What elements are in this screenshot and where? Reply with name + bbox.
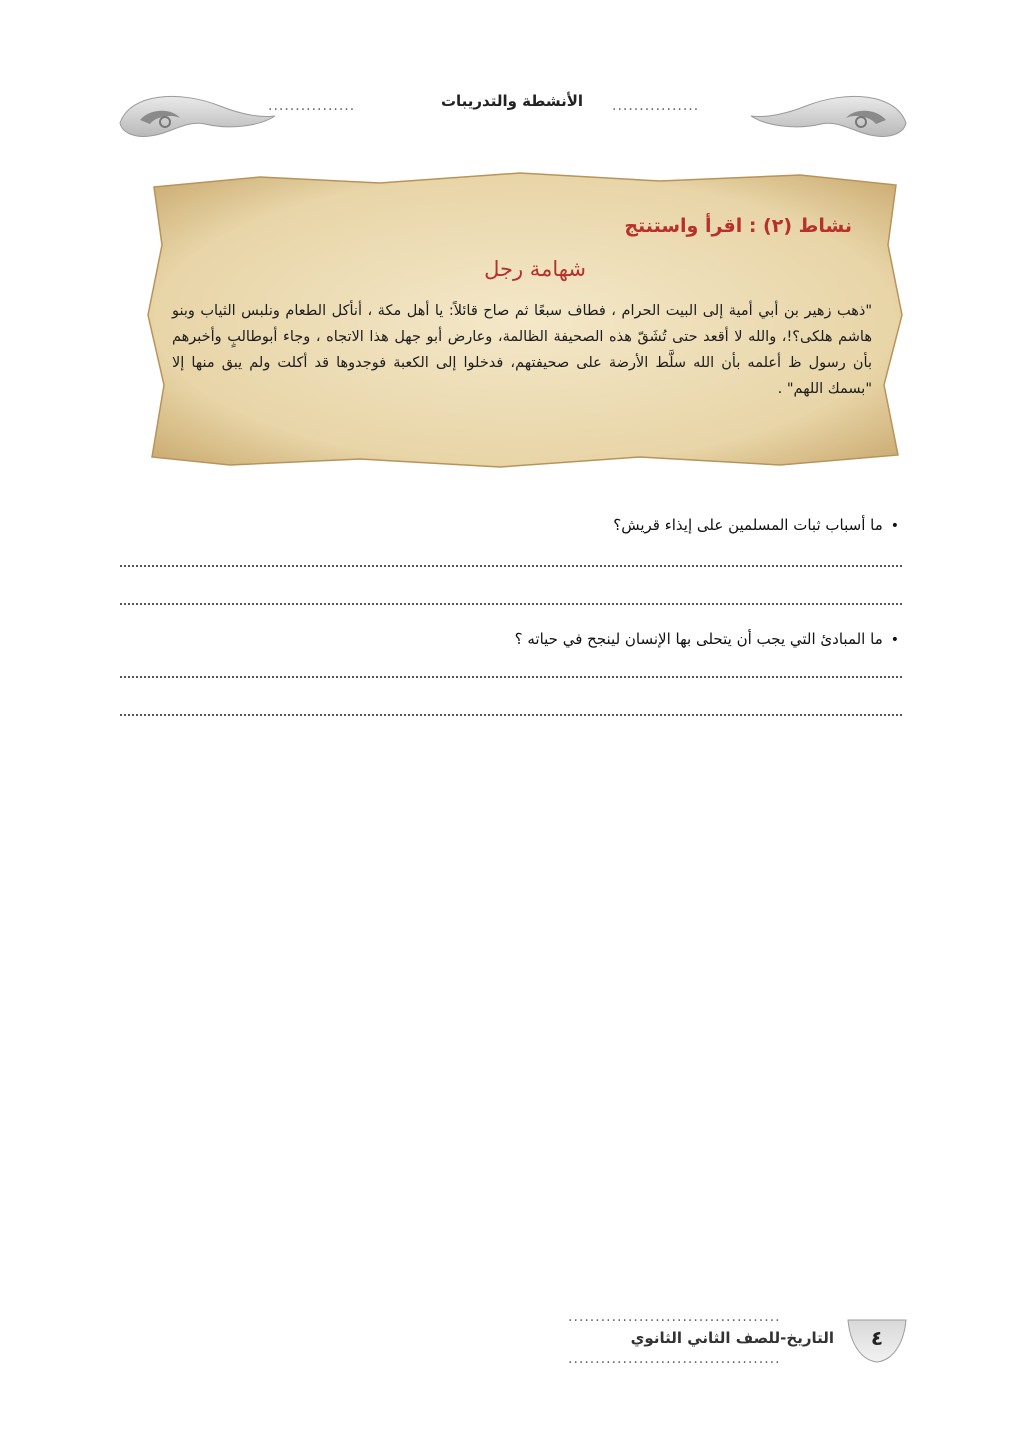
footer-dots-top: ....................................... bbox=[568, 1309, 781, 1325]
story-title: شهامة رجل bbox=[484, 257, 586, 281]
question-1-text: ما أسباب ثبات المسلمين على إيذاء قريش؟ bbox=[613, 516, 883, 534]
bullet-icon: • bbox=[890, 632, 899, 648]
answer-line-4[interactable] bbox=[120, 714, 902, 716]
header-dots-right: ................ bbox=[612, 98, 700, 114]
answer-line-2[interactable] bbox=[120, 603, 902, 605]
answer-line-3[interactable] bbox=[120, 676, 902, 678]
story-text: "ذهب زهير بن أبي أمية إلى البيت الحرام ، فطاف سبعًا ثم صاح قائلاً: يا أهل مكة ، أنأكل الطعام ونلبس الثياب وبنو هاشم هلكى؟!، والله لا أقعد حتى تُشَقّ هذه الصحيفة الظالمة، وعارض أبو جهل هذا الاتجاه ، وجاء أبوطالبٍ وأخبرهم بأن رسول ظ أعلمه بأن الله سلَّط الأرضة على صحيفتهم، فدخلوا إلى الكعبة فوجدوها قد أكلت ولم يبق منها إلا "بسمك اللهم" . bbox=[172, 303, 872, 397]
swirl-ornament-left-icon bbox=[120, 96, 275, 136]
bullet-icon: • bbox=[890, 518, 899, 534]
header-dots-left: ................ bbox=[268, 98, 356, 114]
question-2 bbox=[515, 630, 899, 648]
footer-dots-bottom: ....................................... bbox=[568, 1351, 781, 1367]
question-2-text: ما المبادئ التي يجب أن يتحلى بها الإنسان لينجح في حياته ؟ bbox=[514, 630, 883, 648]
swirl-ornament-right-icon bbox=[751, 96, 906, 136]
question-1 bbox=[613, 516, 899, 534]
answer-line-1[interactable] bbox=[120, 565, 902, 567]
activity-title: نشاط (٢) : اقرأ واستنتج bbox=[624, 215, 852, 237]
page-number: ٤ bbox=[870, 1326, 884, 1350]
header-band bbox=[110, 78, 916, 148]
header-title: الأنشطة والتدريبات bbox=[440, 92, 584, 110]
footer-book-title: التاريخ-للصف الثاني الثانوي bbox=[630, 1329, 834, 1347]
